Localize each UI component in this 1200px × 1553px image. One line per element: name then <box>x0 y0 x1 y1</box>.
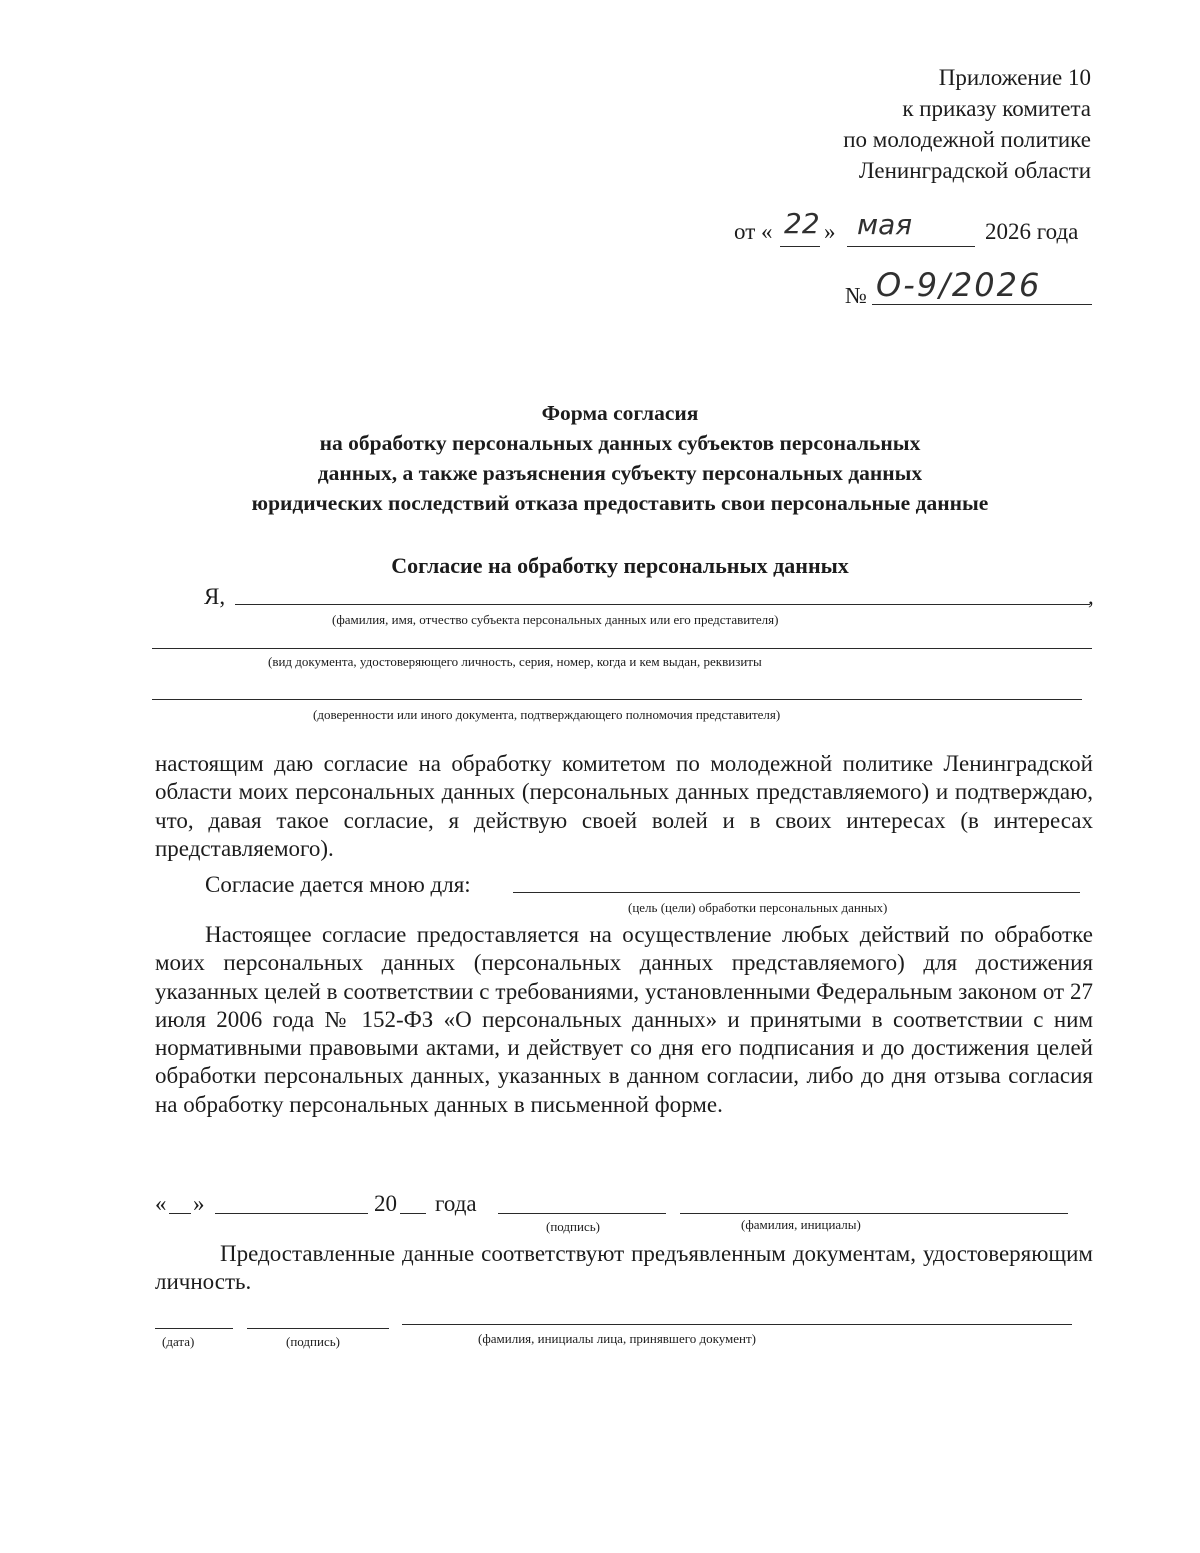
date-day-handwritten: 22 <box>784 207 820 240</box>
number-underline <box>872 304 1092 305</box>
purpose-label: Согласие дается мною для: <box>205 872 471 897</box>
power-of-attorney-field[interactable] <box>152 699 1082 700</box>
document-field[interactable] <box>152 648 1092 649</box>
accept-date-field[interactable] <box>155 1328 233 1329</box>
date-month-underline <box>847 246 975 247</box>
purpose-caption: (цель (цели) обработки персональных данных) <box>628 900 888 915</box>
power-of-attorney-caption: (доверенности или иного документа, подтверждающего полномочия представителя) <box>313 707 781 722</box>
sig-close-quote: » <box>193 1191 205 1216</box>
i-label: Я, <box>204 584 226 609</box>
sig-year-suffix: года <box>435 1191 477 1216</box>
consent-paragraph-1 <box>155 750 1093 863</box>
fio-caption: (фамилия, имя, отчество субъекта персональных данных или его представителя) <box>332 612 779 627</box>
accept-name-caption: (фамилия, инициалы лица, принявшего документ) <box>478 1331 757 1346</box>
appendix-header <box>843 62 1091 186</box>
header-line-appendix: Приложение 10 <box>938 65 1091 90</box>
accept-signature-caption: (подпись) <box>286 1334 340 1349</box>
confirmation-paragraph <box>155 1240 1093 1297</box>
purpose-field[interactable] <box>513 892 1080 893</box>
date-month-handwritten: мая <box>857 208 913 241</box>
consent-paragraph-2 <box>155 921 1093 1119</box>
sig-name-field[interactable] <box>680 1213 1068 1214</box>
title-line-1: Форма согласия <box>541 401 699 425</box>
consent-text-1: настоящим даю согласие на обработку комитетом по молодежной политике Ленинградской области моих персональных данных (персональных данных представляемого) и подтверждаю, что, давая такое согласие, я действую своей волей и в своих интересах (в интересах представляемого). <box>155 751 1093 861</box>
header-line-order: к приказу комитета <box>902 96 1091 121</box>
title-line-2: на обработку персональных данных субъектов персональных <box>319 431 921 455</box>
header-line-region: Ленинградской области <box>858 158 1091 183</box>
sig-year-field[interactable] <box>400 1213 426 1214</box>
date-prefix: от « <box>734 219 773 244</box>
number-handwritten: О-9/2026 <box>876 266 1042 304</box>
number-prefix: № <box>845 283 867 308</box>
date-year: 2026 года <box>985 219 1079 244</box>
form-title <box>0 398 1200 518</box>
sig-open-quote: « <box>155 1191 167 1216</box>
sig-name-caption: (фамилия, инициалы) <box>741 1217 861 1232</box>
header-line-committee: по молодежной политике <box>843 127 1091 152</box>
document-caption: (вид документа, удостоверяющего личность, серия, номер, когда и кем выдан, реквизиты <box>268 654 762 669</box>
sig-signature-field[interactable] <box>498 1213 666 1214</box>
accept-signature-field[interactable] <box>247 1328 389 1329</box>
accept-name-field[interactable] <box>402 1324 1072 1325</box>
title-line-4: юридических последствий отказа предоставить свои персональные данные <box>251 491 989 515</box>
confirmation-text: Предоставленные данные соответствуют предъявленным документам, удостоверяющим личность. <box>155 1241 1093 1295</box>
consent-text-2: Настоящее согласие предоставляется на осуществление любых действий по обработке моих персональных данных (персональных данных представляемого) для достижения указанных целей в соответствии с требованиями, установленными Федеральным законом от 27 июля 2006 года № 152-ФЗ «О персональных данных» и принятыми в соответствии с ним нормативными правовыми актами, и действует со дня его подписания и до достижения целей обработки персональных данных, указанных в данном согласии, либо до дня отзыва согласия на обработку персональных данных в письменной форме. <box>155 922 1093 1117</box>
fio-field[interactable] <box>235 604 1090 605</box>
sig-year-prefix: 20 <box>374 1191 397 1216</box>
accept-date-caption: (дата) <box>162 1334 195 1349</box>
fio-comma: , <box>1088 584 1094 609</box>
date-mid: » <box>824 219 836 244</box>
form-subtitle: Согласие на обработку персональных данных <box>391 553 849 578</box>
title-line-3: данных, а также разъяснения субъекту персональных данных <box>317 461 923 485</box>
sig-signature-caption: (подпись) <box>546 1219 600 1234</box>
sig-day-field[interactable] <box>169 1213 191 1214</box>
sig-month-field[interactable] <box>215 1213 368 1214</box>
date-day-underline <box>780 246 820 247</box>
